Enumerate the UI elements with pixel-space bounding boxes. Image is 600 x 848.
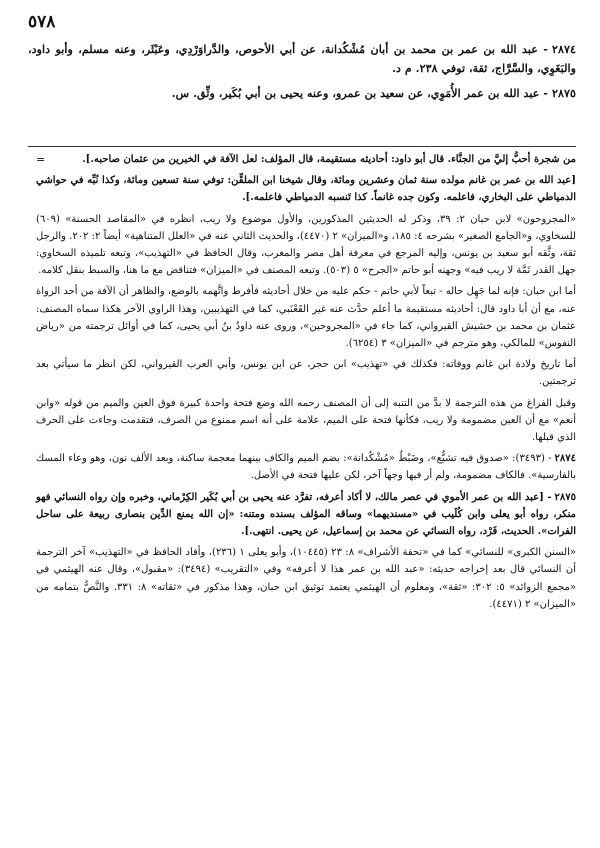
- footnote-number: ٢٨٧٥: [554, 491, 576, 503]
- footnote-text: «المجروحون» لابن حبان ٢: ٣٩، وذكر له الحديثين المذكورين، والأول موضوع ولا ريب، انظره في «المقاصد الحسنة» (٦٠٩) للسخاوي، و«الجامع الصغير» بشرحه ٤: ١٨٥، و«الميزان» ٢ (٤٤٧٠)، والحديث الثاني عنه في «العلل المتناهية» أيضاً ٢: ٢٠٢. والرجل ثقة، وثَّقه أبو سعيد بن يونس، وإليه المرجع في معرفة أهل مصر والمغرب، وقال الحافظ في «التهذيب»، وتبعه تلميذه السخاوي: جهل القدر تَمَّة لا ريب فيه» وجهنه أبو حاتم «الجرح» ٥ (٥٠٣). وتبعه المصنف في «الميزان» فتناقض مع ما هنا، والسبط بنقل كلامه.: [36, 213, 576, 277]
- footnote-separator: [28, 146, 576, 147]
- footnote-number: ٢٨٧٤: [554, 453, 576, 465]
- footnote: [36, 544, 576, 613]
- book-page: [28, 10, 576, 840]
- footnote: [36, 211, 576, 280]
- footnote-text: «السنن الكبرى» للنسائي» كما في «تحفة الأشراف» ٨: ٢٣ (١٠٤٤٥)، وأبو يعلى ١ (٢٣٦)، وأفاد الحافظ في «التهذيب» آخر الترجمة أن النسائي قال بعد إخراجه حديثه: «عبد الله بن عمر هذا لا أعرفه» وفي «التقريب» (٣٤٩٤): «مقبول»، وقال عنه الهيثمي في «مجمع الزوائد» ٥: ٣٠٢: «ثقة»، ومعلوم أن الهيثمي يعتمد توثيق ابن حبان، وهذا مذكور في «ثقاته» ٨: ٣٣١. والنَّصُّ بتمامه من «الميزان» ٢ (٤٤٧١).: [36, 547, 576, 610]
- footnote-text: - [عبد الله بن عمر الأموي في عصر مالك، لا أكاد أعرفه، تفرَّد عنه يحيى بن أبي بُكَير الكِرْماني، وخبره وإن رواه النسائي فهو منكر، رواه أبو يعلى وابن كُلَيب في «مسنديهما» وساقه المؤلف بسنده ومتنه: «إن الله يمنع الدِّين بنصارى ربيعة على ساحل الفرات». الحديث، فَرْد، رواه النسائي عن محمد بن إسماعيل، عن يحيى. انتهى.].: [36, 491, 576, 538]
- entry-text: - عبد الله بن عمر بن محمد بن أبان مُشْكُدانة، عن أبي الأحوص، والدَّراوَرْدِي، وعَبْثَر، وعنه مسلم، وأبو داود، والبَغَوِي، والسَّرَّاج، ثقة، توفي ٢٣٨. م د.: [28, 42, 576, 75]
- footnote-text: من شجرة أحبُّ إليَّ من الجنَّاء. قال أبو داود: أحاديثه مستقيمة، قال المؤلف: لعل الآفة في الخبرين من عثمان صاحبه.].: [82, 154, 576, 165]
- main-text: [28, 40, 576, 109]
- footnote: [36, 283, 576, 352]
- entry: [28, 84, 576, 103]
- entry-number: ٢٨٧٥: [551, 86, 576, 100]
- entry-text: - عبد الله بن عمر الأُمَوِي، عن سعيد بن عمرو، وعنه يحيى بن أبي بُكَير، وثِّق. س.: [171, 86, 548, 100]
- continuation-mark: =: [36, 153, 46, 166]
- footnote-text: أما تاريخ ولادة ابن غانم ووفاته: فكذلك في «تهذيب» ابن حجر، عن ابن يونس، وأبي العرب القيرواني، لكن انظر ما سيأتي بعد ترجمتين.: [36, 359, 576, 388]
- footnote: [36, 489, 576, 541]
- footnote: [36, 151, 576, 168]
- footnote-text: وقبل الفراغ من هذه الترجمة لا بدَّ من التنبه إلى أن المصنف رحمه الله وضع فتحة واحدة كبيرة فوق العين والميم من قوله «وابن أنعم» مع أن العين مضمومة ولا ريب، فكأنها فتحة على الميم، علامة على أنه اسم ممنوع من الصرف، فتقدمت وجاءت على الحرف الذي قبلها.: [36, 397, 576, 444]
- footnote-text: - (٣٤٩٣): «صدوق فيه تشيُّع»، وضَبْطُ «مُشْكُدانة»: بضم الميم والكاف بينهما معجمة ساكنة، وبعد الألف نون، وهو وعاء المسك بالفارسية». فالكاف مضمومة، ولم أر فيها وجهاً آخر، لكن عليها فتحة في الأصل.: [36, 453, 576, 482]
- footnote-text: أما ابن حبان: فإنه لما جَهِل حاله - تبعاً لأبي حاتم - حكم عليه من خلال أحاديثه فأفرط واتَّهمه بالوضع، والظاهر أن الآفة من أحد الرواة عنه، مع أن أبا داود قال: أحاديثه مستقيمة ما أعلم حدَّث عنه غير القَعْنَبي، كما في التهذيبين، وهذا الراوي الآخر هكذا سماه المصنف: عثمان بن محمد بن خشيش القيرواني، كما جاء في «المجروحين»، وروى عنه داودُ بنُ أبي يحيى، كما في أوائل ترجمته من «رياض النفوس» للمالكي، وهو مترجم في «الميزان» ٣ (٦٢٥٤).: [36, 286, 576, 350]
- entry-number: ٢٨٧٤: [551, 42, 576, 56]
- footnote: [36, 450, 576, 484]
- footnotes: [36, 151, 576, 617]
- footnote-text: [عبد الله بن عمر بن غانم مولده سنة ثمان وعشرين ومائة، وقال شيخنا ابن الملقِّن: توفي سنة تسعين ومائة، وكذا نُبِّه في حواشي الدمياطي على البخاري، فاعلمه. وكون جده غانماً. كذا تَنسبه الدمياطي فاعلمه.].: [36, 175, 576, 204]
- page-number: ٥٧٨: [28, 12, 56, 32]
- footnote: [36, 172, 576, 206]
- footnote: [36, 395, 576, 447]
- footnote: [36, 356, 576, 390]
- entry: [28, 40, 576, 78]
